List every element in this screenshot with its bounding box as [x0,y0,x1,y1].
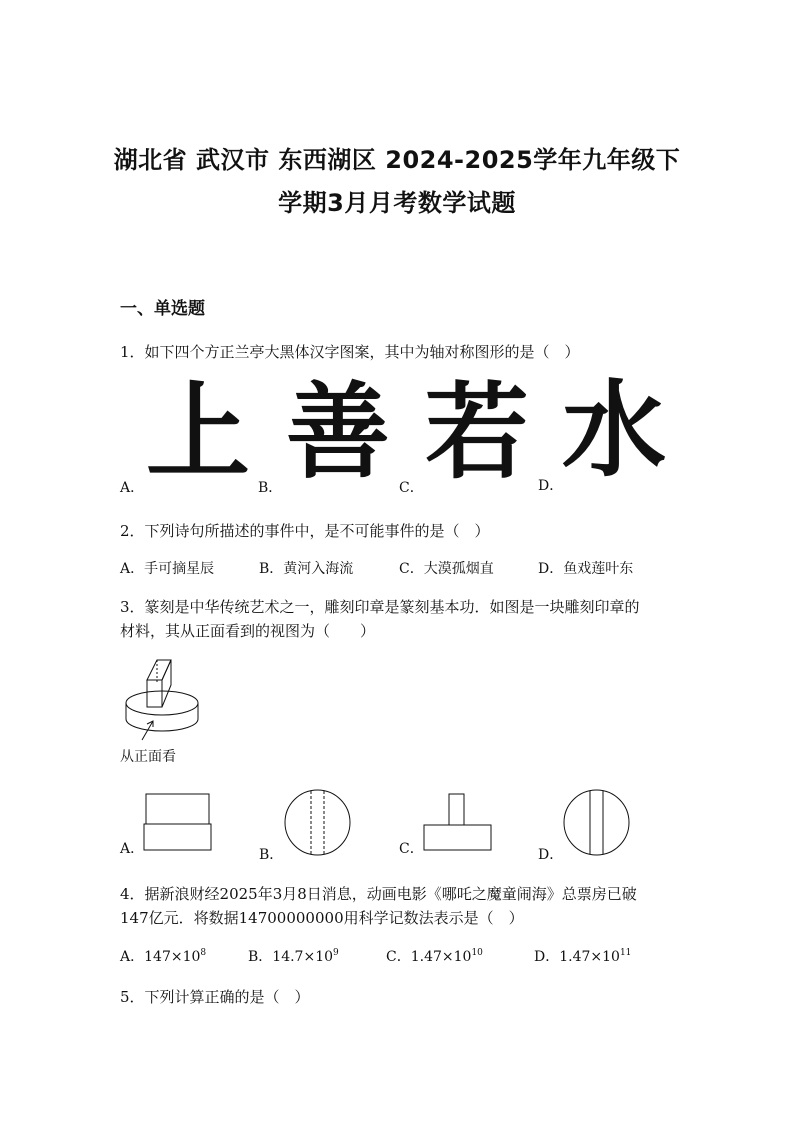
q3-figure-caption: 从正面看 [120,749,176,765]
q4-option-c-label: C． [386,949,411,965]
q3-seal-material-figure [125,655,210,750]
question-4-stem-line2: 147亿元．将数据14700000000用科学记数法表示是（ ） [120,909,524,927]
q3-option-a-view [144,793,211,851]
q2-option-a: A．手可摘星辰 [120,561,215,577]
q4-option-c [386,946,483,966]
q2-option-b: B．黄河入海流 [259,561,354,577]
q3-option-d-view [563,789,630,856]
q1-option-d-label: D． [538,478,564,494]
q3-option-b-view [284,789,351,856]
q1-option-d-glyph: 水 [562,369,667,491]
q1-option-c-glyph: 若 [425,371,530,493]
doc-title-line2: 学期3月月考数学试题 [278,189,516,217]
q1-option-b-glyph: 善 [286,371,391,493]
q3-option-b-label: B． [259,847,284,863]
q1-option-a-label: A． [120,480,145,496]
question-5-stem: 5．下列计算正确的是（ ） [120,988,310,1006]
question-2-stem: 2．下列诗句所描述的事件中，是不可能事件的是（ ） [120,522,490,540]
question-3-stem-line1: 3．篆刻是中华传统艺术之一，雕刻印章是篆刻基本功．如图是一块雕刻印章的 [120,598,640,616]
q3-option-d-label: D． [538,847,564,863]
q4-option-d-label: D． [534,949,560,965]
q2-option-d: D．鱼戏莲叶东 [538,561,634,577]
q4-option-c-exponent: 10 [471,948,483,958]
q4-option-b [248,946,339,966]
q2-option-c: C．大漠孤烟直 [399,561,494,577]
q4-option-d-mantissa: 1.47×10 [559,949,620,965]
q1-option-c-label: C． [399,480,424,496]
q4-option-d-exponent: 11 [619,948,632,958]
question-1-stem: 1．如下四个方正兰亭大黑体汉字图案，其中为轴对称图形的是（ ） [120,343,580,361]
question-4-stem-line1: 4．据新浪财经2025年3月8日消息，动画电影《哪吒之魔童闹海》总票房已破 [120,885,637,903]
question-3-stem-line2: 材料，其从正面看到的视图为（ ） [120,622,376,640]
q3-option-c-view [424,793,491,851]
q4-option-a-label: A． [120,949,145,965]
q4-option-c-mantissa: 1.47×10 [410,949,472,965]
q4-option-b-exponent: 9 [333,948,339,958]
q4-option-a-mantissa: 147×10 [144,949,201,965]
q4-option-a-exponent: 8 [200,948,207,958]
q4-option-d [534,946,631,966]
doc-title-line1: 湖北省 武汉市 东西湖区 2024-2025学年九年级下 [113,146,681,174]
q1-option-a-glyph: 上 [146,371,251,493]
q4-option-b-label: B． [248,949,273,965]
section-heading-single-choice: 一、单选题 [120,299,205,319]
q3-option-c-label: C． [399,841,424,857]
q4-option-a [120,946,206,966]
q4-option-b-mantissa: 14.7×10 [272,949,334,965]
q1-option-b-label: B． [258,480,283,496]
q3-option-a-label: A． [120,841,145,857]
